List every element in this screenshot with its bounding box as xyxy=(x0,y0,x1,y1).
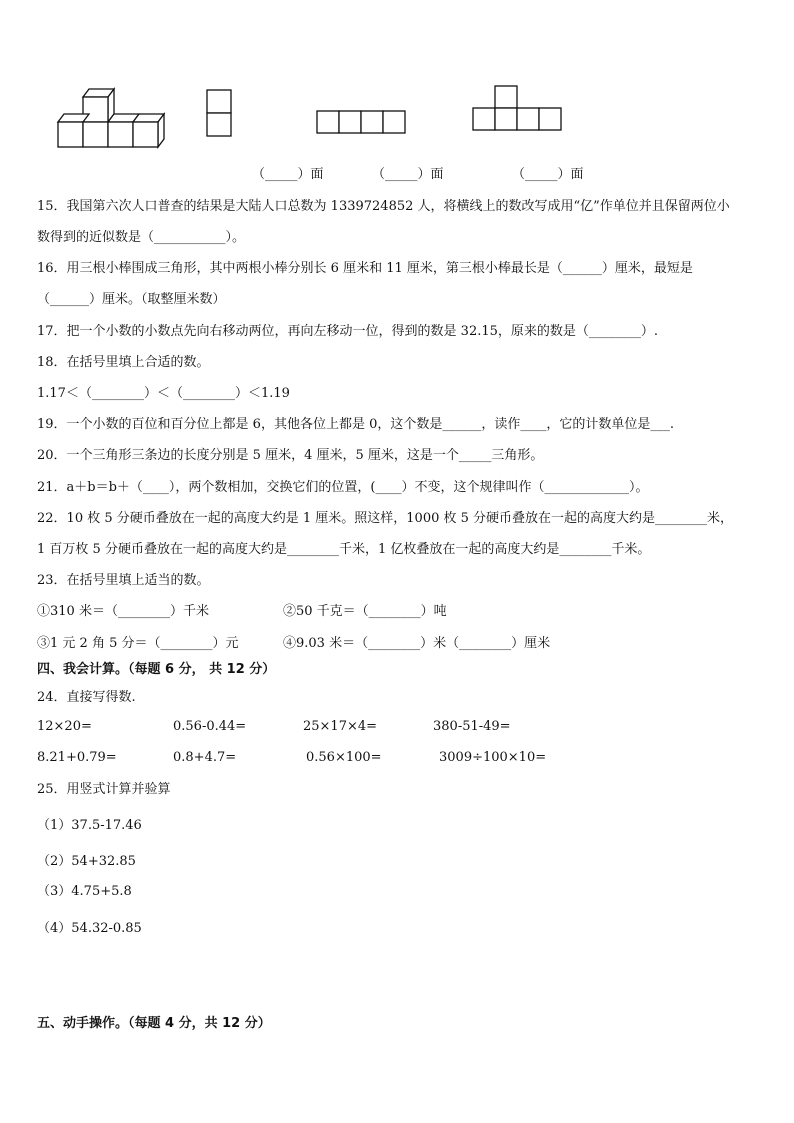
q15-line2: 数得到的近似数是（___________）。 xyxy=(37,230,246,245)
q23-item-2: ②50 千克＝（________）吨 xyxy=(283,604,447,619)
section-4-heading: 四、我会计算。（每题 6 分， 共 12 分） xyxy=(37,662,276,677)
caption-1: （_____）面 xyxy=(252,167,324,182)
q25-item-1: （1）37.5-17.46 xyxy=(37,818,142,833)
cube-stack-figure xyxy=(55,85,175,155)
q25: 25．用竖式计算并验算 xyxy=(37,782,171,797)
q24-r1-c3: 25×17×4= xyxy=(303,719,378,734)
q23-item-4: ④9.03 米＝（________）米（________）厘米 xyxy=(283,636,551,651)
caption-2: （_____）面 xyxy=(372,167,444,182)
q24-r1-c1: 12×20= xyxy=(37,719,92,734)
q17: 17．把一个小数的小数点先向右移动两位，再向左移动一位，得到的数是 32.15，原来的数是（________）. xyxy=(37,324,659,339)
q18: 18．在括号里填上合适的数。 xyxy=(37,355,210,370)
q19: 19．一个小数的百位和百分位上都是 6，其他各位上都是 0，这个数是______，读作____，它的计数单位是___. xyxy=(37,417,674,432)
section-5-heading: 五、动手操作。（每题 4 分，共 12 分） xyxy=(37,1016,271,1031)
q20: 20．一个三角形三条边的长度分别是 5 厘米，4 厘米，5 厘米，这是一个_____三角形。 xyxy=(37,448,544,463)
q24-r2-c1: 8.21+0.79= xyxy=(37,750,117,765)
caption-3: （_____）面 xyxy=(512,167,584,182)
view-figure-3 xyxy=(470,83,570,133)
q25-item-2: （2）54+32.85 xyxy=(37,854,136,869)
q24-r1-c4: 380-51-49= xyxy=(433,719,511,734)
q24-r2-c3: 0.56×100= xyxy=(306,750,382,765)
q16-line2: （______）厘米。（取整厘米数） xyxy=(37,292,226,307)
q24-r2-c4: 3009÷100×10= xyxy=(439,750,547,765)
q24: 24．直接写得数. xyxy=(37,690,136,705)
q25-item-3: （3）4.75+5.8 xyxy=(37,884,132,899)
q16-line1: 16．用三根小棒围成三角形，其中两根小棒分别长 6 厘米和 11 厘米，第三根小棒最长是（______）厘米，最短是 xyxy=(37,261,693,276)
q25-item-4: （4）54.32-0.85 xyxy=(37,921,142,936)
q21: 21．a＋b＝b＋（____），两个数相加，交换它们的位置，(____）不变，这个规律叫作（_____________）。 xyxy=(37,480,649,495)
q18-inequality: 1.17＜（________）＜（________）＜1.19 xyxy=(37,386,290,401)
q22-line1: 22．10 枚 5 分硬币叠放在一起的高度大约是 1 厘米。照这样，1000 枚 5 分硬币叠放在一起的高度大约是________米， xyxy=(37,511,734,526)
q24-r2-c2: 0.8+4.7= xyxy=(173,750,237,765)
view-figure-2 xyxy=(315,108,415,138)
q23-item-1: ①310 米＝（________）千米 xyxy=(37,604,209,619)
q24-r1-c2: 0.56-0.44= xyxy=(173,719,247,734)
view-figure-1 xyxy=(205,88,235,138)
q23-item-3: ③1 元 2 角 5 分＝（________）元 xyxy=(37,636,239,651)
q23: 23．在括号里填上适当的数。 xyxy=(37,573,210,588)
q15-line1: 15．我国第六次人口普查的结果是大陆人口总数为 1339724852 人，将横线上的数改写成用“亿”作单位并且保留两位小 xyxy=(37,199,730,214)
q22-line2: 1 百万枚 5 分硬币叠放在一起的高度大约是________千米，1 亿枚叠放在一起的高度大约是________千米。 xyxy=(37,542,651,557)
